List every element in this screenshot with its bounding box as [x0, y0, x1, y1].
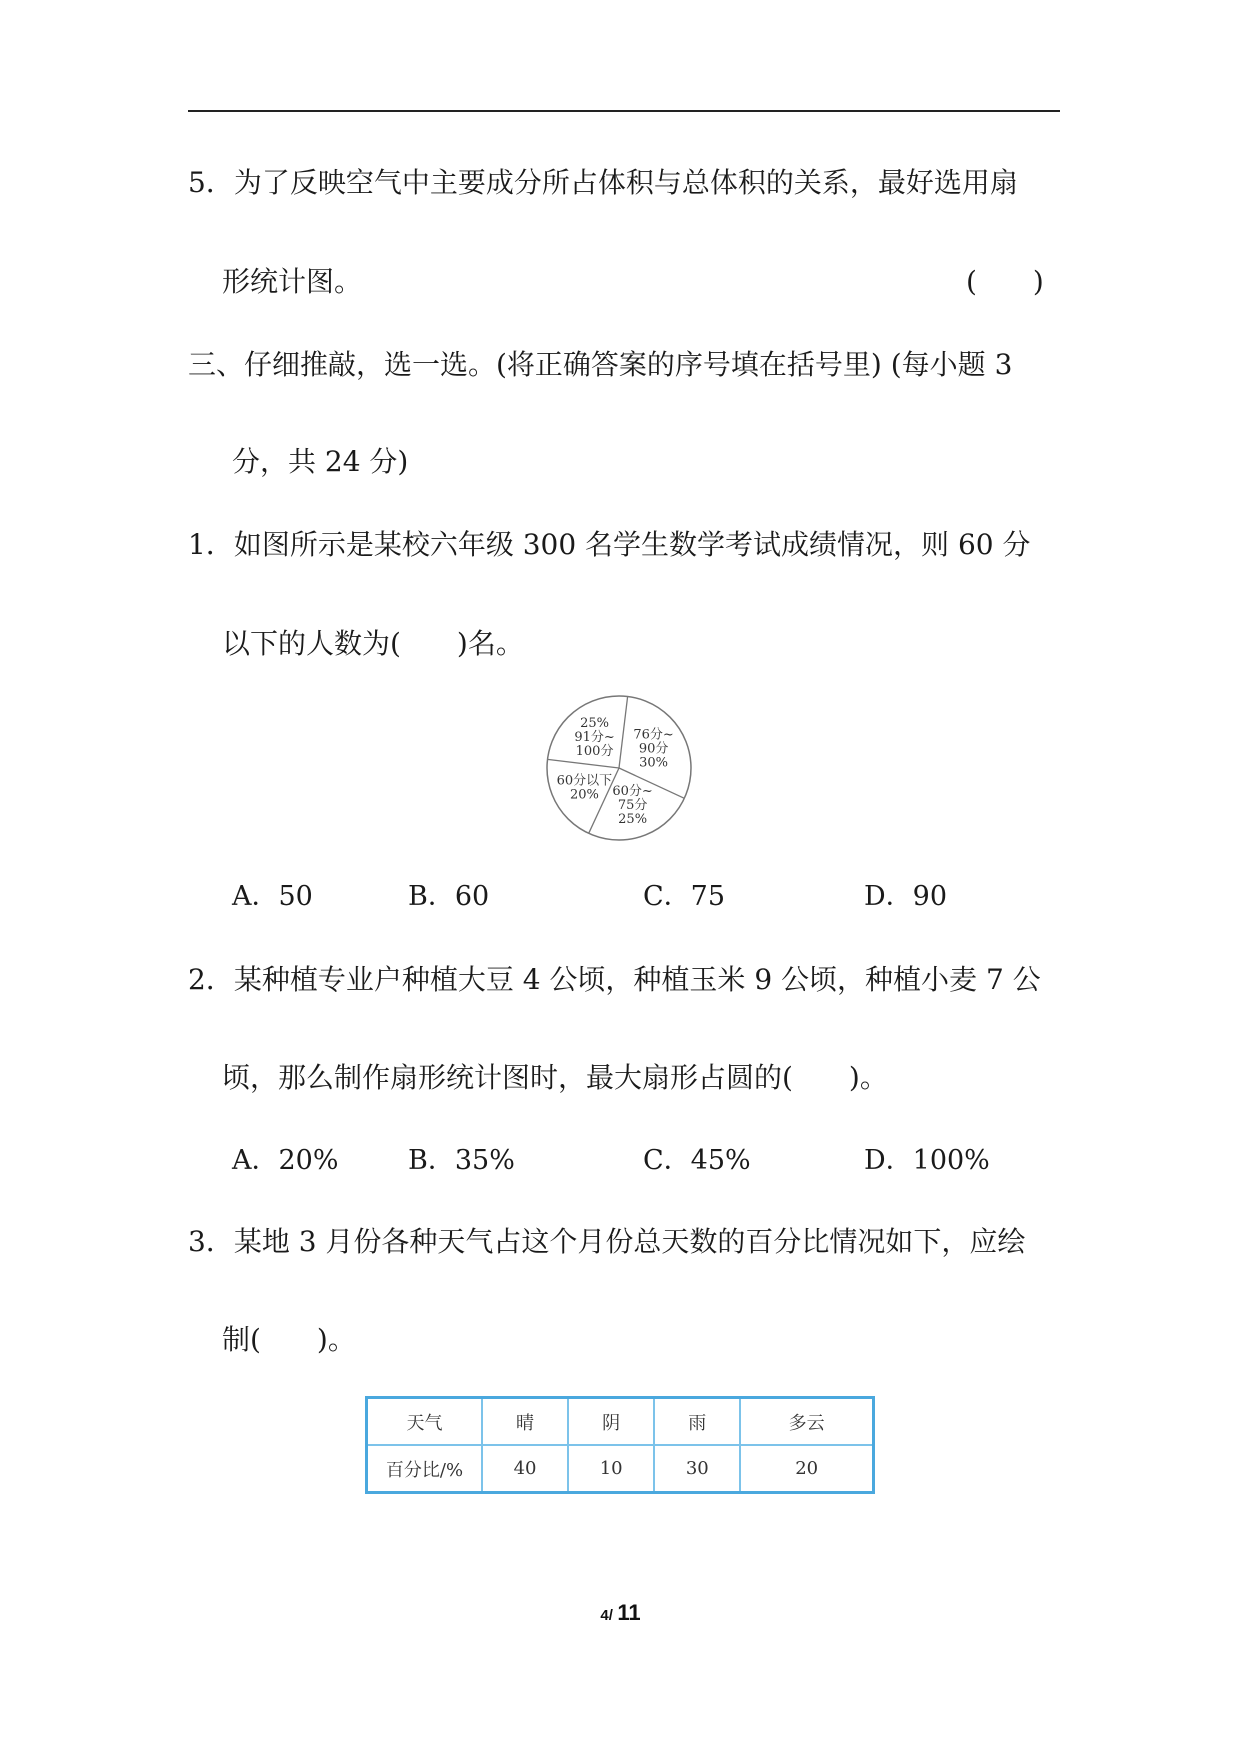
q1-option-b[interactable]: B．60 — [408, 881, 490, 912]
pie-slice-label: 20% — [569, 787, 599, 803]
q5-line2: 形统计图。 — [222, 265, 363, 298]
pie-slice-label: 60分~ — [612, 784, 653, 800]
q2-option-b[interactable]: B．35% — [408, 1145, 515, 1176]
pie-slice-label: 91分~ — [574, 729, 615, 745]
section3-heading-line2: 分，共 24 分) — [232, 445, 409, 478]
weather-table-data-row — [367, 1445, 874, 1493]
page-current: 4/ — [600, 1607, 613, 1624]
q3-line2: 制( )。 — [222, 1323, 356, 1356]
page-total: 11 — [617, 1600, 641, 1625]
q2-option-d[interactable]: D．100% — [864, 1145, 990, 1176]
pie-slice-label: 75分 — [617, 798, 648, 814]
pie-slice-label: 30% — [639, 755, 669, 771]
q1-option-a[interactable]: A．50 — [232, 881, 313, 912]
table-cell: 多云 — [740, 1398, 873, 1446]
q5-answer-paren[interactable]: ( ) — [966, 265, 1044, 298]
q1-option-d[interactable]: D．90 — [864, 881, 948, 912]
pie-slice-label: 25% — [580, 715, 610, 731]
pie-slice-label: 25% — [618, 812, 648, 828]
pie-slice-label: 76分~ — [633, 727, 674, 743]
header-rule — [188, 110, 1060, 112]
q2-line2: 顷，那么制作扇形统计图时，最大扇形占圆的( )。 — [222, 1061, 888, 1094]
q1-option-c[interactable]: C．75 — [643, 881, 726, 912]
table-cell: 30 — [654, 1445, 740, 1493]
weather-table — [365, 1396, 875, 1494]
q5-line1: 5．为了反映空气中主要成分所占体积与总体积的关系，最好选用扇 — [188, 166, 1018, 199]
weather-table-header-row — [367, 1398, 874, 1446]
q2-line1: 2．某种植专业户种植大豆 4 公顷，种植玉米 9 公顷，种植小麦 7 公 — [188, 963, 1041, 996]
section3-heading-line1: 三、仔细推敲，选一选。(将正确答案的序号填在括号里) (每小题 3 — [188, 348, 1013, 381]
q2-option-a[interactable]: A．20% — [232, 1145, 339, 1176]
table-cell: 10 — [568, 1445, 654, 1493]
pie-slice-label: 60分以下 — [556, 773, 613, 789]
page-number — [0, 1600, 1241, 1626]
q1-line1: 1．如图所示是某校六年级 300 名学生数学考试成绩情况，则 60 分 — [188, 528, 1031, 561]
table-cell: 雨 — [654, 1398, 740, 1446]
table-cell: 百分比/% — [367, 1445, 483, 1493]
table-cell: 天气 — [367, 1398, 483, 1446]
pie-slice-label: 90分 — [638, 741, 669, 757]
q1-line2: 以下的人数为( )名。 — [222, 627, 524, 660]
score-pie-chart — [544, 693, 694, 843]
pie-slice-label: 100分 — [575, 743, 614, 759]
table-cell: 晴 — [482, 1398, 568, 1446]
table-cell: 40 — [482, 1445, 568, 1493]
q3-line1: 3．某地 3 月份各种天气占这个月份总天数的百分比情况如下，应绘 — [188, 1225, 1026, 1258]
table-cell: 阴 — [568, 1398, 654, 1446]
table-cell: 20 — [740, 1445, 873, 1493]
q2-option-c[interactable]: C．45% — [643, 1145, 751, 1176]
